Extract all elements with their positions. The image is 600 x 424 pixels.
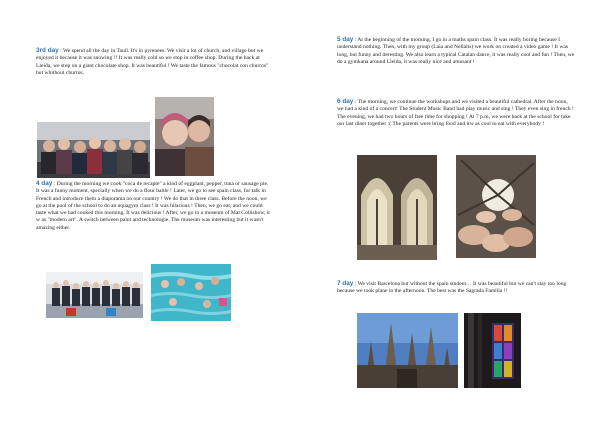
photo-sagrada-familia-exterior <box>357 313 458 388</box>
day-label: 4 day <box>36 180 53 187</box>
entry-text: : We visit Barcelona but without the spain student… It was beautiful but we can't stay too long because we took plane in the afternoon. The best was the Sagrada Familia !! <box>337 281 567 295</box>
photo-aquagym <box>151 264 231 321</box>
day-label: 6 day <box>337 98 354 105</box>
entry-text: : We spend all the day in Taull. It's in pyrenees. We visit a lot of church, and village but we enjoyed it because it was snowing !! It was really cold so we stop in coffee shop. During the back at Lleida, we stop on a giant chocolate shop. It was beautiful ! We taste the famous "chocolat con churros" but whithout churros. <box>36 48 269 76</box>
entry-day-5 <box>337 36 575 66</box>
entry-day-6 <box>337 98 575 128</box>
entry-day-7 <box>337 280 575 296</box>
photo-cathedral-hands <box>456 155 536 258</box>
photo-selfie <box>155 97 214 176</box>
photo-group-snow <box>37 122 150 178</box>
photo-class-group <box>46 272 143 318</box>
day-label: 5 day <box>337 36 354 43</box>
entry-text: : At the beginning of the morning, I go in a maths spain class. It was really boring because I understand nothing. Then, with my group (Laia and Nellalis) we work on created a video game ! It was long, but funny and iteresting. We also learn a typical Catalan dance, it was really cool and fun ! Then, we do a gymkana around Lleida, it was really nice and amusant ! <box>337 37 575 65</box>
entry-day-4 <box>36 180 272 232</box>
entry-text: : The morning, we continue the workshops and we visited a beautiful cathedral. After the noon, we had a kind of a concert! The Student Music Band had play music and sing ! They even sing in french ! The evening, we had two hours of free time for shopping ! At 7 p.m, we were back at the school for take our last diner together :( The parents were bring food and itw as cool to eat with everybody ! <box>337 99 574 127</box>
day-label: 3rd day <box>36 47 59 54</box>
entry-day-3 <box>36 47 272 77</box>
day-label: 7 day <box>337 280 354 287</box>
photo-cathedral-cloister <box>357 155 437 260</box>
photo-sagrada-familia-interior <box>464 313 521 388</box>
entry-text: : During the morning we cook "coca de recapte" a kind of eggplant, pepper, tuna or sausage pie. It was a funny moment, specially when we do a flour battle ! Later, we go to see spain class, for talk in French and introduce them a diaporama on our country ! We do that in three class. Before the noon, we go at the pool of the school to do an aquagym class ! It was hilarious ! Then, we go eat, and we could taste what we had cooked this morning. It was delicious ! After, we go in a museum of Mat Collishow, it w as "modern art". A switch between paint and technologie. The museum was interesting but it wasn't amazing either. <box>36 181 270 231</box>
